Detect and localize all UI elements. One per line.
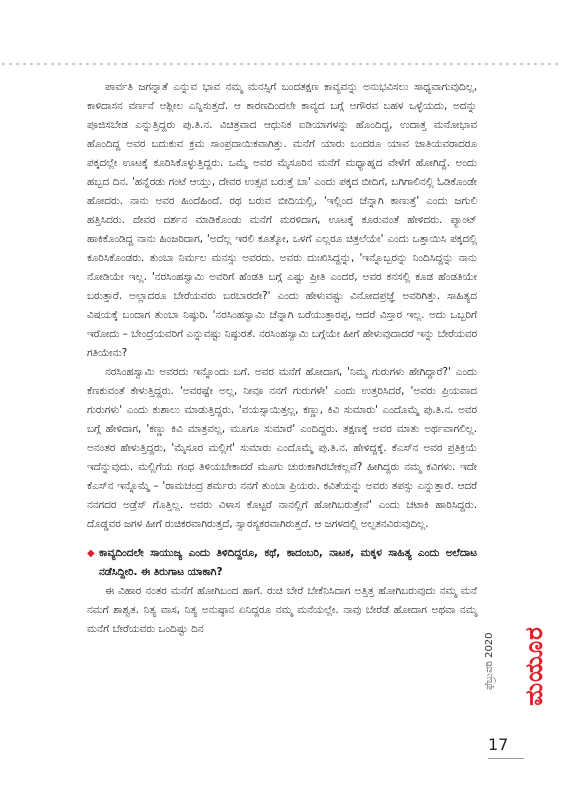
- dotted-header-rule: [0, 62, 562, 66]
- magazine-logo-text: ಮಯೂರ: [520, 626, 549, 706]
- interview-answer: ಈ ವಿಹಾರ ನಂತರ ಮನೆಗೆ ಹೋಗಿಬಂದ ಹಾಗೆ. ರುಚಿ ಬೇರೆ ಬೇಕೆನಿಸಿದಾಗ ಅತ್ತಿತ್ತ ಹೋಗಿಬರುವುದು ನಮ್ಮ ಮನೆ ನಮಗೆ ಶಾಶ್ವತ. ನಿತ್ಯ ವಾಸ, ನಿತ್ಯ ಅನುಷ್ಠಾನ ಏನಿದ್ದರೂ ನಮ್ಮ ಮನೆಯಲ್ಲೇ. ನಾವು ಬೇರೆಡೆ ಹೋದಾಗ ಅಥವಾ ನಮ್ಮ ಮನೆಗೆ ಬೇರೆಯವರು ಒಂದಿಷ್ಟು ದಿನ: [87, 585, 477, 635]
- article-paragraph: ನರಸಿಂಹಸ್ವಾಮಿ ಅವರದು ಇನ್ನೊಂದು ಬಗೆ. ಅವರ ಮನೆಗೆ ಹೋದಾಗ, 'ನಿಮ್ಮ ಗುರುಗಳು ಹೇಗಿದ್ದಾರೆ?' ಎಂದು ಕೆಣಕುವಂತೆ ಕೇಳುತ್ತಿದ್ದರು. 'ಅವರಷ್ಟೇ ಅಲ್ಲ, ನೀವೂ ನನಗೆ ಗುರುಗಳೇ' ಎಂದು ಉತ್ತರಿಸಿದರೆ, 'ಅವರು ಪ್ರಿಯವಾದ ಗುರುಗಳು' ಎಂದು ಕುಶಾಲು ಮಾಡುತ್ತಿದ್ದರು. 'ವಯಸ್ಸಾಯಿತ್ತಲ್ಲ, ಕಣ್ಣು, ಕಿವಿ ಸುಮಾರು' ಎಂದೊಮ್ಮೆ ಪು.ತಿ.ನ. ಅವರ ಬಗ್ಗೆ ಹೇಳಿದಾಗ, 'ಕಣ್ಣು ಕಿವಿ ಮಾತ್ರವಲ್ಲ, ಮೂಗೂ ಸುಮಾರೆ' ಎಂದಿದ್ದರು. ತಕ್ಷಣಕ್ಕೆ ಅವರ ಮಾತು ಅರ್ಥವಾಗಲಿಲ್ಲ. ಅನಂತರ ಹೇಳುತ್ತಿದ್ದರು, 'ಮೈಸೂರ ಮಲ್ಲಿಗೆ' ಸುಮಾರು ಎಂದೊಮ್ಮೆ ಪು.ತಿ.ನ. ಹೇಳಿದ್ದಕ್ಕೆ. ಕೆಎಸ್‌ನ ಅವರ ಪ್ರತಿಕ್ರಿಯೆ ಇದೆನ್ನುವುದು. ಮಲ್ಲಿಗೆಯ ಗಂಧ ತಿಳಿಯಬೇಕಾದರೆ ಮೂಗು ಚುರುಕಾಗಿರಬೇಕಲ್ಲವೆ? ಹೀಗಿದ್ದರು ನಮ್ಮ ಕವಿಗಳು. ಇದೇ ಕೆಎಸ್‌ನ ಇನ್ನೊಮ್ಮೆ – 'ರಾಮಚಂದ್ರ ಶರ್ಮರು ನನಗೆ ತುಂಬಾ ಪ್ರಿಯರು. ಕವಿತೆಯನ್ನು ಅವರು ತಪಸ್ಸು ಎನ್ನುತ್ತಾರೆ. ಆದರೆ ನನಗದರ ಅಡ್ರೆಸ್ ಗೊತ್ತಿಲ್ಲ. ಅವರು ವಿಳಾಸ ಕೊಟ್ಟರೆ ನಾನಲ್ಲಿಗೆ ಹೋಗಿಬರುತ್ತೇನೆ' ಎಂದು ಚಟಾಕಿ ಹಾರಿಸಿದ್ದರು. ದೊಡ್ಡವರ ಜಗಳ ಹೀಗೆ ರುಚಿಕರವಾಗಿರುತ್ತದೆ, ಸ್ವಾರಸ್ಯಕರವಾಗಿರುತ್ತದೆ. ಆ ಜಗಳದಲ್ಲಿ ಅಲ್ಪತನವಿರುವುದಿಲ್ಲ.: [87, 366, 477, 530]
- issue-date: ಫೆಬ್ರುವರಿ 2020: [484, 632, 495, 690]
- page-number-rule: [488, 758, 524, 759]
- interview-question: [87, 544, 477, 582]
- page-number: 17: [488, 735, 509, 754]
- magazine-logo: [520, 595, 548, 737]
- question-text: ಕಾವ್ಯದಿಂದಲೇ ಸಾಯುಜ್ಯ ಎಂದು ತಿಳಿದಿದ್ದರೂ, ಕಥೆ, ಕಾದಂಬರಿ, ನಾಟಕ, ಮಕ್ಕಳ ಸಾಹಿತ್ಯ ಎಂದು ಅಲೆದಾಟ ನಡೆಸಿದ್ದೀರಿ. ಈ ತಿರುಗಾಟ ಯಾಕಾಗಿ?: [99, 547, 477, 578]
- article-paragraph: ಪಾರ್ವತಿ ಜಗನ್ನಾತೆ ಎನ್ನುವ ಭಾವ ನಮ್ಮ ಮನಸ್ಸಿಗೆ ಬಂದತಕ್ಷಣ ಕಾವ್ಯವನ್ನು ಅನುಭವಿಸಲು ಸಾಧ್ಯವಾಗುವುದಿಲ್ಲ, ಕಾಳಿದಾಸನ ವರ್ಣನೆ ಅಶ್ಲೀಲ ಎನ್ನಿಸುತ್ತದೆ. ಆ ಕಾರಣದಿಂದಲೇ ಕಾವ್ಯದ ಬಗ್ಗೆ ಅಗೌರವ ಬಹಳ ಒಳ್ಳೆಯದು, ಅದನ್ನು ಪೂಜಿಸಬೇಡ ಎನ್ನುತ್ತಿದ್ದರು ಪು.ತಿ.ನ. ವಿಚಿತ್ರವಾದ ಆಧುನಿಕ ಐಡಿಯಾಗಳನ್ನು ಹೊಂದಿದ್ದ, ಉದಾತ್ತ ಮನೋಭಾವ ಹೊಂದಿದ್ದ ಅವರ ಬದುಕುವ ಕ್ರಮ ಸಾಂಪ್ರದಾಯಿಕವಾಗಿತ್ತು. ಮನೆಗೆ ಯಾರು ಬಂದರೂ ಯಾವ ಜಾತಿಯವರಾದರೂ ಪಕ್ಕದಲ್ಲೇ ಊಟಕ್ಕೆ ಕೂರಿಸಿಕೊಳ್ಳುತ್ತಿದ್ದರು. ಒಮ್ಮೆ ಅವರ ಮೈಸೂರಿನ ಮನೆಗೆ ಮಧ್ಯಾಹ್ನದ ವೇಳೆಗೆ ಹೋಗಿದ್ದೆ. ಅಂದು ಹಬ್ಬದ ದಿನ. 'ಹನ್ನೆರಡು ಗಂಟೆ ಆಯ್ತು, ದೇವರ ಉತ್ಸವ ಬರುತ್ತೆ ಬಾ' ಎಂದು ಪಕ್ಕದ ಬೀದಿಗೆ, ಬಗಿಗಾಲಿನಲ್ಲಿ ಓಡಿಕೊಂಡೇ ಹೋದರು. ನಾನು ಅವರ ಹಿಂದೆಹಿಂದೆ. ರಥ ಬರುವ ಬೀದಿಯಲ್ಲಿ, 'ಇಲ್ಲಿಂದ ಚೆನ್ನಾಗಿ ಕಾಣುತ್ತೆ' ಎಂದು ಜಗುಲಿ ಹತ್ತಿಸಿದರು. ದೇವರ ದರ್ಶನ ಮಾಡಿಕೊಂಡು ಮನೆಗೆ ಮರಳಿದಾಗ, ಊಟಕ್ಕೆ ಕೂರುವಂತೆ ಹೇಳಿದರು. ಪ್ಯಾಂಟ್ ಹಾಕಿಕೊಂಡಿದ್ದ ನಾನು ಹಿಂಜರಿದಾಗ, 'ಅದೆಲ್ಲ ಇರಲಿ ಕೂತ್ಕೋ, ಒಳಗೆ ಎಲ್ಲರೂ ಚಿತ್ರಲೆಯೇ' ಎಂದು ಒತ್ತಾಯಿಸಿ ಪಕ್ಕದಲ್ಲಿ ಕೂರಿಸಿಕೊಂಡರು. ತುಂಬಾ ನಿರ್ಮಲ ಮನಸ್ಸು ಅವರದು. ಅವರು ದುಃಖಿಸಿದ್ದನ್ನು, 'ಇನ್ನೊಬ್ಬರನ್ನು ನಿಂದಿಸಿದ್ದನ್ನು ನಾನು ನೋಡಿಯೇ ಇಲ್ಲ. 'ನರಸಿಂಹಸ್ವಾಮಿ ಅವರಿಗೆ ಹೆಂಡತಿ ಬಗ್ಗೆ ಎಷ್ಟು ಪ್ರೀತಿ ಎಂದರೆ, ಅವರ ಕನಸಲ್ಲಿ ಕೂಡ ಹೆಂಡತಿಯೇ ಬರುತ್ತಾರೆ. ಅಲ್ಲಾದರೂ ಬೇರೆಯವರು ಬರಬಾರದೇ?' ಎಂದು ಹೇಳುವಷ್ಟು ವಿನೋದಪ್ರಜ್ಞೆ ಅವರಿಗಿತ್ತು. ಸಾಹಿತ್ಯದ ವಿಷಯಕ್ಕೆ ಬಂದಾಗ ತುಂಬಾ ನಿಷ್ಠುರಿ. 'ನರಸಿಂಹಸ್ವಾಮಿ ಚೆನ್ನಾಗಿ ಬರೆಯುತ್ತಾರಪ್ಪ, ಆದರೆ ವಿಸ್ತಾರ ಇಲ್ಲ. ಅದು ಒಬ್ಬರಿಗೆ ಇರೋದು – ಬೇಂದ್ರೆಯವರಿಗೆ ಎನ್ನುವಷ್ಟು ನಿಷ್ಠುರತೆ. ನರಸಿಂಹಸ್ವಾಮಿ ಬಗ್ಗೆಯೇ ಹೀಗೆ ಹೇಳುವುದಾದರೆ ಇನ್ನು ಬೇರೆಯವರ ಗತಿಯೇನು?: [87, 81, 477, 359]
- diamond-bullet-icon: ◆: [87, 548, 95, 559]
- section-spacer: [87, 534, 477, 544]
- article-body: [87, 78, 477, 639]
